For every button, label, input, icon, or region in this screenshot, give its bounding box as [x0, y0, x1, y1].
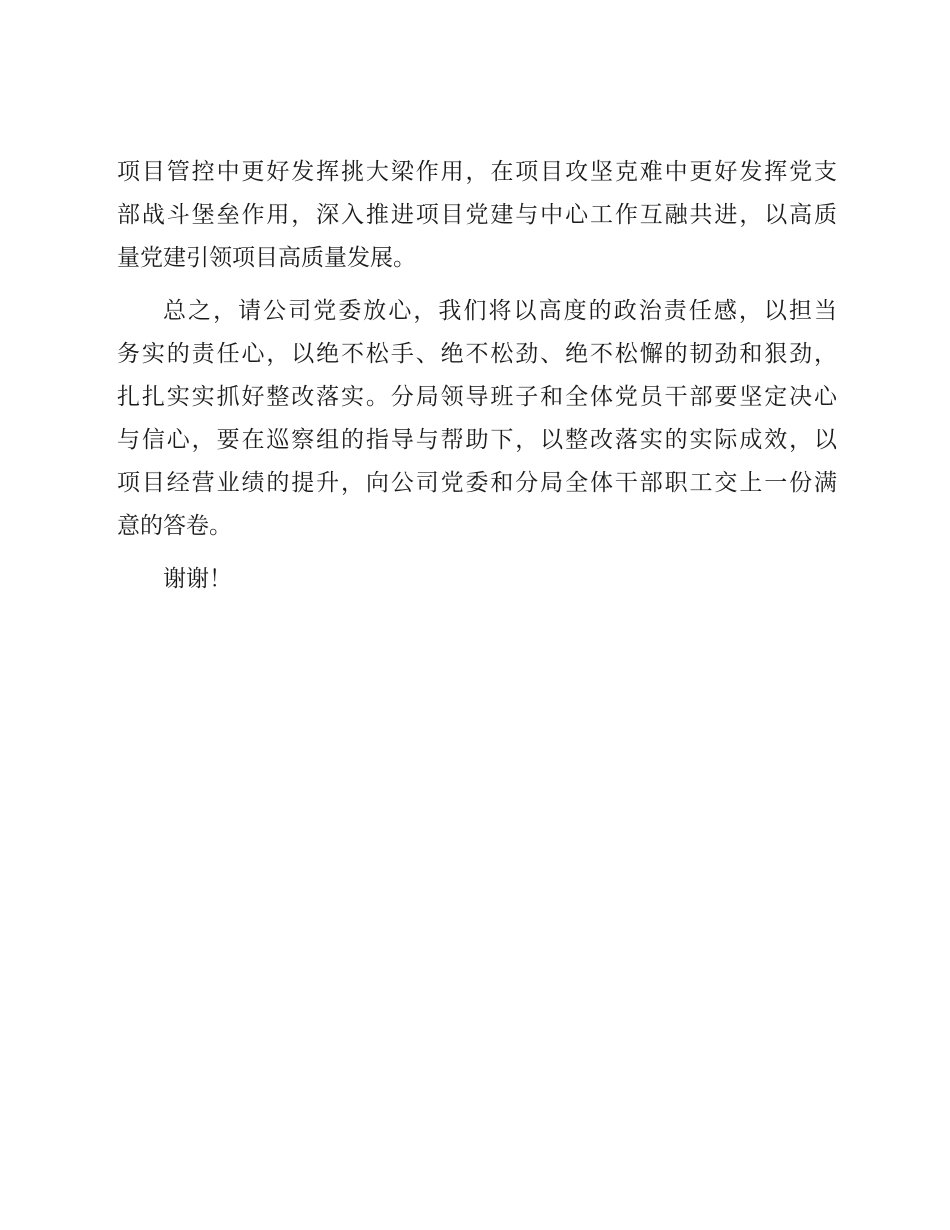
text-line: 扎扎实实抓好整改落实。分局领导班子和全体党员干部要坚定决心: [117, 384, 837, 410]
paragraph-1: [117, 151, 837, 280]
paragraph-3: [117, 558, 837, 601]
text-line: 务实的责任心，以绝不松手、绝不松劲、绝不松懈的韧劲和狠劲，: [117, 341, 837, 367]
text-line: 部战斗堡垒作用，深入推进项目党建与中心工作互融共进，以高质: [117, 202, 837, 228]
text-line: 项目经营业绩的提升，向公司党委和分局全体干部职工交上一份满: [117, 470, 837, 496]
paragraph-2: [117, 290, 837, 548]
text-line: 项目管控中更好发挥挑大梁作用，在项目攻坚克难中更好发挥党支: [117, 159, 837, 185]
text-line: 意的答卷。: [117, 513, 232, 539]
document-body: [117, 151, 837, 601]
paragraph-spacing: [117, 548, 837, 558]
text-line: 谢谢！: [163, 566, 232, 592]
text-line: 量党建引领项目高质量发展。: [117, 245, 416, 271]
text-line: 总之，请公司党委放心，我们将以高度的政治责任感，以担当: [163, 298, 837, 324]
text-line: 与信心，要在巡察组的指导与帮助下，以整改落实的实际成效，以: [117, 427, 837, 453]
paragraph-spacing: [117, 280, 837, 290]
